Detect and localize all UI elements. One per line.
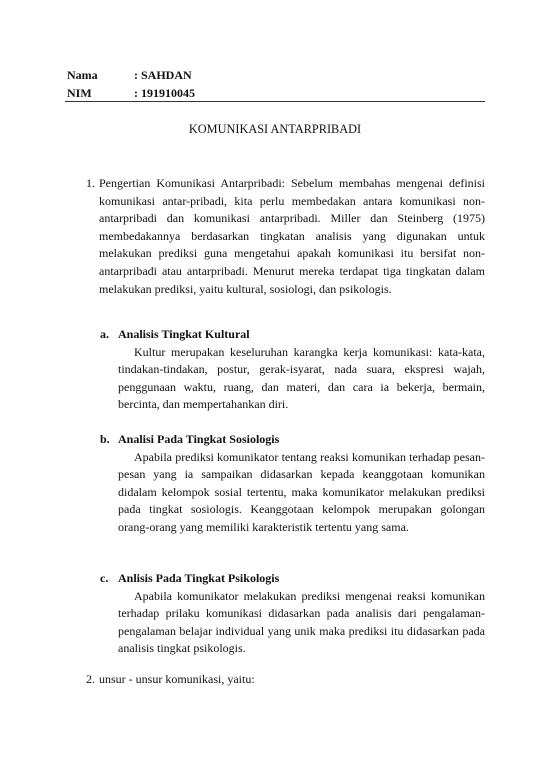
list-item-text: Pengertian Komunikasi Antarpribadi: Sebelum membahas mengenai definisi komunikasi antar-pribadi, kita perlu membedakan antara komunikasi non-antarpribadi dan komunikasi antarpribadi. Miller dan Steinberg (1975) membedakannya berdasarkan tingkatan analisis yang digunakan untuk melakukan prediksi guna mengetahui apakah komunikasi itu bersifat non-antarpribadi atau antarpribadi. Menurut mereka terdapat tiga tingkatan dalam melakukan prediksi, yaitu kultural, sosiologi, dan psikologis. (99, 176, 485, 296)
subsection-b (100, 431, 485, 537)
subsection-body: Apabila prediksi komunikator tentang reaksi komunikan terhadap pesan-pesan yang ia sampaikan didasarkan kepada keanggotaan komunikan didalam kelompok sosial tertentu, maka komunikator melakukan prediksi pada tingkat sosiologis. Keanggotaan kelompok merupakan golongan orang-orang yang memiliki karakteristik tertentu yang sama. (118, 449, 485, 534)
nama-value: : SAHDAN (134, 68, 192, 82)
subsection-letter: c. (100, 571, 109, 585)
nama-label: Nama (67, 68, 98, 82)
list-item-2 (86, 671, 485, 689)
subsection-title: Analisis Tingkat Kultural (118, 327, 250, 341)
list-item-number: 2. (86, 672, 95, 686)
subsection-title: Anlisis Pada Tingkat Psikologis (118, 571, 280, 585)
subsection-c (100, 570, 485, 658)
subsection-letter: b. (100, 432, 110, 446)
subsection-title: Analisi Pada Tingkat Sosiologis (118, 432, 280, 446)
document-title: KOMUNIKASI ANTARPRIBADI (188, 122, 362, 136)
header-divider (65, 101, 485, 102)
subsection-letter: a. (100, 327, 109, 341)
list-item-number: 1. (86, 176, 95, 190)
nim-value: : 191910045 (134, 86, 195, 100)
nim-label: NIM (67, 86, 92, 100)
list-item-text: unsur - unsur komunikasi, yaitu: (99, 672, 255, 686)
subsection-body: Apabila komunikator melakukan prediksi mengenai reaksi komunikan terhadap prilaku komunikasi didasarkan pada analisis dari pengalaman-pengalaman belajar individual yang unik maka prediksi itu didasarkan pada analisis tingkat psikologis. (118, 588, 485, 656)
list-item-1 (86, 175, 485, 298)
subsection-a (100, 326, 485, 414)
subsection-body: Kultur merupakan keseluruhan karangka kerja komunikasi: kata-kata, tindakan-tindakan, postur, gerak-isyarat, nada suara, ekspresi wajah, penggunaan waktu, ruang, dan materi, dan cara ia bekerja, bermain, bercinta, dan mempertahankan diri. (118, 344, 485, 412)
